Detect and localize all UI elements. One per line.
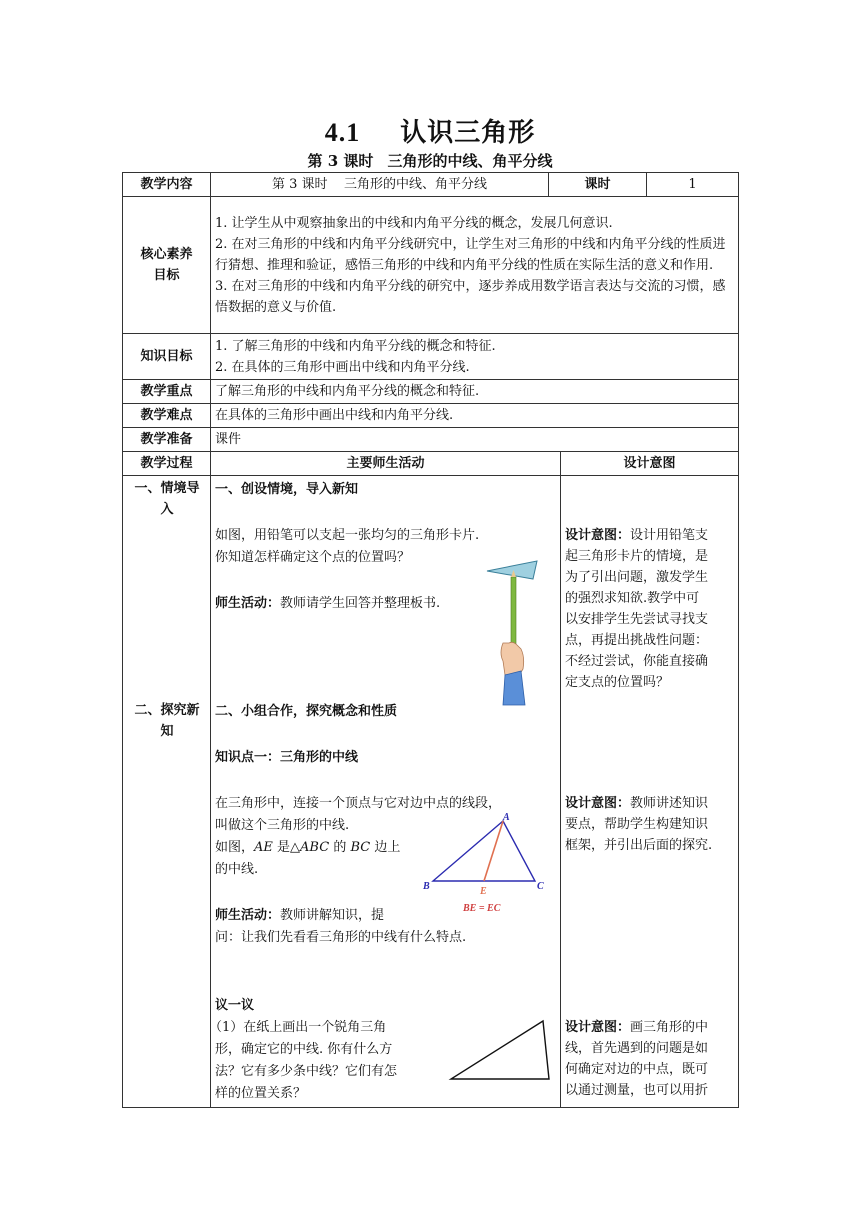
pencil-card-illustration — [483, 557, 539, 707]
intent-1-label: 设计意图： — [565, 528, 631, 543]
row-process-body — [123, 476, 739, 1108]
row-difficult — [123, 404, 739, 428]
fig-text-4: 边上 — [370, 840, 401, 855]
midpoint-e-label: E — [480, 886, 487, 897]
section-number: 4.1 — [324, 118, 361, 147]
page-title — [0, 112, 860, 149]
intent-3-line-4: 以通过测量，也可以用折 — [565, 1083, 709, 1098]
activity-column — [211, 476, 561, 1108]
intent-1 — [565, 525, 745, 693]
question-1-line-2: 形，确定它的中线. 你有什么方 — [215, 1042, 393, 1057]
label-prep: 教学准备 — [123, 428, 211, 452]
question-1-line-4: 样的位置关系？ — [215, 1086, 307, 1101]
intent-1-line-2: 起三角形卡片的情境，是 — [565, 549, 709, 564]
lesson-subtitle — [0, 150, 860, 171]
intent-1-line-6: 点，再提出挑战性问题： — [565, 633, 709, 648]
stage-2 — [123, 700, 211, 742]
lesson-plan-table — [122, 172, 739, 1108]
s1-heading: 一、创设情境，导入新知 — [215, 482, 359, 497]
intent-2 — [565, 793, 745, 856]
intent-2-line-3: 框架，并引出后面的探究. — [565, 838, 713, 853]
intent-1-line-7: 不经过尝试，你能直接确 — [565, 654, 709, 669]
vertex-a-label: A — [503, 813, 510, 823]
row-content — [123, 173, 739, 197]
triangle-abc — [433, 821, 535, 881]
s2-teacher-text-2: 问：让我们先看看三角形的中线有什么特点. — [215, 930, 467, 945]
vertex-b-label: B — [423, 881, 430, 892]
fig-text-2: 是△ — [272, 840, 301, 855]
s2-definition-1: 在三角形中，连接一个顶点与它对边中点的线段， — [215, 796, 502, 811]
fig-text-3: 的 — [329, 840, 351, 855]
subtitle-lesson: 第 3 课时 — [307, 152, 374, 170]
value-core — [211, 197, 739, 334]
discuss-heading: 议一议 — [215, 998, 255, 1013]
stage-2-line-2: 知 — [160, 724, 174, 739]
intent-3 — [565, 1017, 745, 1101]
value-key: 了解三角形的中线和内角平分线的概念和特征. — [211, 380, 739, 404]
content-lesson: 第 3 课时 — [271, 177, 328, 192]
intent-3-line-1: 画三角形的中 — [630, 1020, 709, 1035]
acute-triangle-figure — [447, 1017, 551, 1083]
intent-3-label: 设计意图： — [565, 1020, 631, 1035]
median-figure — [419, 813, 549, 917]
s1-teacher-label: 师生活动： — [215, 596, 281, 611]
intent-column — [561, 476, 739, 1108]
row-knowledge — [123, 334, 739, 380]
row-process-header — [123, 452, 739, 476]
stage-2-line-1: 二、探究新 — [134, 703, 200, 718]
s2-definition-2: 叫做这个三角形的中线. — [215, 818, 350, 833]
intent-2-label: 设计意图： — [565, 796, 631, 811]
stage-column — [123, 476, 211, 1108]
header-activity: 主要师生活动 — [211, 452, 561, 476]
value-content — [211, 173, 549, 197]
label-content: 教学内容 — [123, 173, 211, 197]
s2-knowledge-point-1: 知识点一：三角形的中线 — [215, 750, 359, 765]
core-item-3: 3. 在对三角形的中线和内角平分线的研究中，逐步养成用数学语言表达与交流的习惯，感悟数据的意义与价值. — [215, 278, 726, 315]
label-period: 课时 — [549, 173, 647, 197]
row-key — [123, 380, 739, 404]
s2-figure-text — [215, 837, 400, 858]
intent-2-line-1: 教师讲述知识 — [630, 796, 709, 811]
s1-teacher — [215, 593, 440, 614]
knowledge-item-2: 2. 在具体的三角形中画出中线和内角平分线. — [215, 359, 470, 375]
intent-3-line-3: 何确定对边的中点，既可 — [565, 1062, 709, 1077]
question-1-line-3: 法？它有多少条中线？它们有怎 — [215, 1064, 398, 1079]
vertex-c-label: C — [537, 881, 544, 892]
fig-text-ae: AE — [254, 840, 273, 855]
label-core-1: 核心素养 — [140, 247, 193, 262]
label-key: 教学重点 — [123, 380, 211, 404]
fig-text-abc: ABC — [300, 840, 330, 855]
intent-1-line-1: 设计用铅笔支 — [630, 528, 709, 543]
pencil — [511, 577, 516, 653]
header-intent: 设计意图 — [561, 452, 739, 476]
s2-heading: 二、小组合作，探究概念和性质 — [215, 704, 398, 719]
label-knowledge: 知识目标 — [123, 334, 211, 380]
acute-triangle — [451, 1021, 549, 1079]
fig-text-1: 如图， — [215, 840, 255, 855]
value-prep: 课件 — [211, 428, 739, 452]
value-period: 1 — [647, 173, 739, 197]
section-title: 认识三角形 — [400, 118, 536, 148]
core-item-1: 1. 让学生从中观察抽象出的中线和内角平分线的概念，发展几何意识. — [215, 215, 613, 231]
s2-teacher-label: 师生活动： — [215, 908, 281, 923]
label-difficult: 教学难点 — [123, 404, 211, 428]
s2-teacher-text-1: 教师讲解知识，提 — [280, 908, 385, 923]
header-stage: 教学过程 — [123, 452, 211, 476]
s1-teacher-text: 教师请学生回答并整理板书. — [280, 596, 441, 611]
knowledge-item-1: 1. 了解三角形的中线和内角平分线的概念和特征. — [215, 338, 496, 354]
intent-2-line-2: 要点，帮助学生构建知识 — [565, 817, 709, 832]
core-item-2: 2. 在对三角形的中线和内角平分线研究中，让学生对三角形的中线和内角平分线的性质进行猜想、推理和验证，感悟三角形的中线和内角平分线的性质在实际生活的意义和作用. — [215, 236, 726, 273]
intent-1-line-5: 以安排学生先尝试寻找支 — [565, 612, 709, 627]
intent-3-line-2: 线，首先遇到的问题是如 — [565, 1041, 709, 1056]
intent-1-line-4: 的强烈求知欲.教学中可 — [565, 591, 700, 606]
equality-label: BE = EC — [463, 903, 501, 914]
s1-para-2: 你知道怎样确定这个点的位置吗？ — [215, 550, 411, 565]
fig-text-bc: BC — [350, 840, 371, 855]
stage-1-line-2: 入 — [160, 502, 174, 517]
content-topic: 三角形的中线、角平分线 — [344, 177, 488, 192]
s1-para-1: 如图，用铅笔可以支起一张均匀的三角形卡片. — [215, 528, 480, 543]
s2-teacher — [215, 905, 384, 926]
value-knowledge — [211, 334, 739, 380]
intent-1-line-3: 为了引出问题，激发学生 — [565, 570, 709, 585]
intent-1-line-8: 定支点的位置吗？ — [565, 675, 670, 690]
value-difficult: 在具体的三角形中画出中线和内角平分线. — [211, 404, 739, 428]
label-core — [123, 197, 211, 334]
label-core-2: 目标 — [153, 268, 180, 283]
row-prep — [123, 428, 739, 452]
row-core — [123, 197, 739, 334]
s2-figure-text-2: 的中线. — [215, 862, 259, 877]
subtitle-topic: 三角形的中线、角平分线 — [387, 152, 553, 170]
stage-1 — [123, 478, 211, 520]
stage-1-line-1: 一、情境导 — [134, 481, 200, 496]
question-1-line-1: （1）在纸上画出一个锐角三角 — [209, 1020, 387, 1035]
sleeve — [503, 671, 525, 705]
